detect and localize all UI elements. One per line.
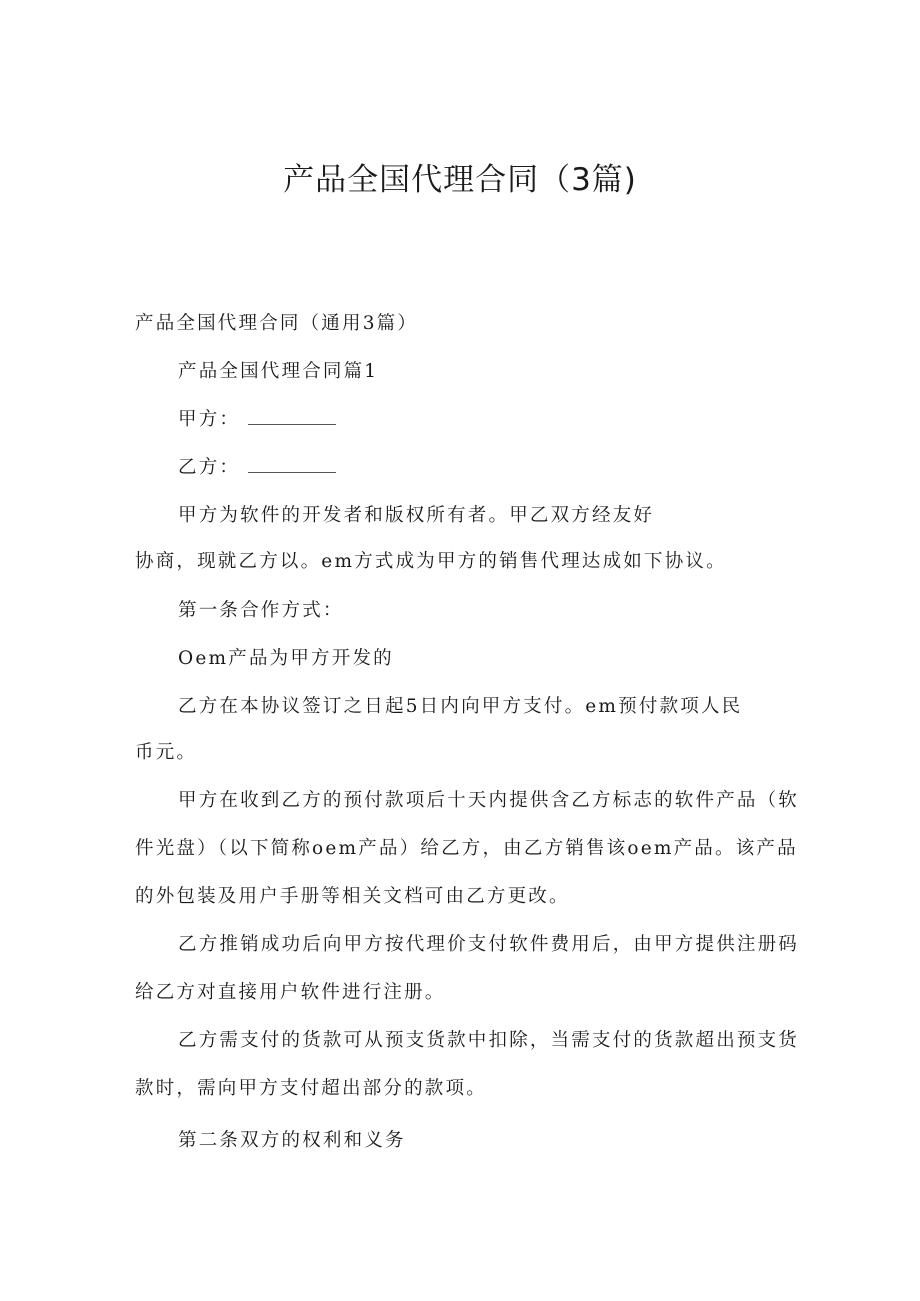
party-a-line [178, 405, 336, 435]
paragraph-5-line-1: 乙方推销成功后向甲方按代理价支付软件费用后，由甲方提供注册码 [178, 934, 800, 955]
document-subtitle: 产品全国代理合同（通用3篇） [135, 313, 419, 334]
party-b-line [178, 453, 336, 483]
paragraph-4-line-3: 的外包装及用户手册等相关文档可由乙方更改。 [135, 886, 570, 907]
paragraph-6-line-2: 款时，需向甲方支付超出部分的款项。 [135, 1078, 487, 1099]
party-b-blank [248, 454, 336, 473]
paragraph-5-line-2: 给乙方对直接用户软件进行注册。 [135, 982, 446, 1003]
paragraph-1-line-1: 甲方为软件的开发者和版权所有者。甲乙双方经友好 [178, 505, 655, 526]
paragraph-2: Oem产品为甲方开发的 [178, 648, 394, 669]
article-2-heading: 第二条双方的权利和义务 [178, 1130, 406, 1151]
party-a-blank [248, 406, 336, 425]
party-a-label: 甲方： [178, 409, 241, 430]
section-heading: 产品全国代理合同篇1 [178, 361, 379, 382]
paragraph-4-line-1: 甲方在收到乙方的预付款项后十天内提供含乙方标志的软件产品（软 [178, 790, 800, 811]
document-title: 产品全国代理合同（3篇) [283, 162, 637, 198]
paragraph-4-line-2: 件光盘）（以下简称oem产品）给乙方，由乙方销售该oem产品。该产品 [135, 838, 798, 859]
paragraph-1-line-2: 协商，现就乙方以。em方式成为甲方的销售代理达成如下协议。 [135, 551, 727, 572]
paragraph-3-line-2: 币元。 [135, 742, 198, 763]
paragraph-3-line-1: 乙方在本协议签订之日起5日内向甲方支付。em预付款项人民 [178, 696, 743, 717]
article-1-heading: 第一条合作方式： [178, 600, 344, 621]
paragraph-6-line-1: 乙方需支付的货款可从预支货款中扣除，当需支付的货款超出预支货 [178, 1030, 800, 1051]
party-b-label: 乙方： [178, 457, 241, 478]
